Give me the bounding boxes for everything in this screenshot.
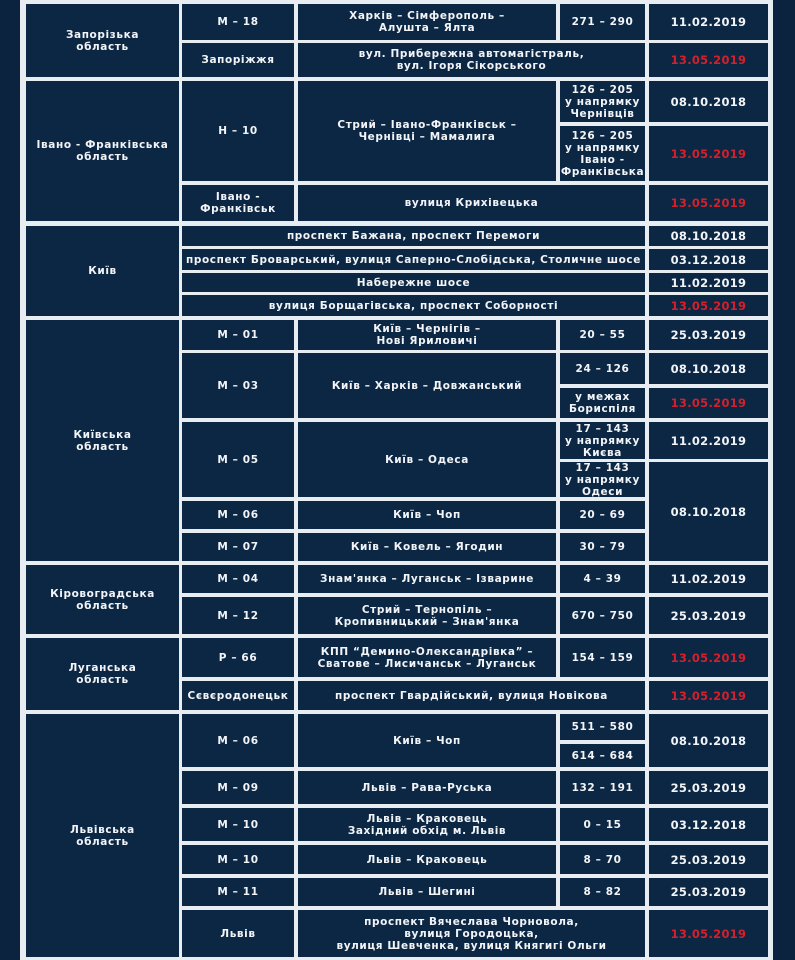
region-name: Київська область bbox=[26, 320, 179, 561]
road-number: Запоріжжя bbox=[182, 43, 294, 77]
km-range: 132 – 191 bbox=[560, 771, 645, 804]
repair-date: 13.05.2019 bbox=[649, 910, 768, 957]
road-number: М – 12 bbox=[182, 597, 294, 634]
km-range: 614 – 684 bbox=[560, 744, 645, 767]
route-name: проспект Броварський, вулиця Саперно-Слобідська, Столичне шосе bbox=[182, 249, 645, 270]
km-range: 511 – 580 bbox=[560, 714, 645, 740]
repair-date: 11.02.2019 bbox=[649, 565, 768, 593]
km-range: 0 – 15 bbox=[560, 808, 645, 841]
route-name: Київ – Ковель – Ягодин bbox=[298, 533, 556, 561]
road-number: Н – 10 bbox=[182, 81, 294, 181]
route-name: Київ – Чернігів – Нові Яриловичі bbox=[298, 320, 556, 350]
km-range: 8 – 82 bbox=[560, 878, 645, 906]
km-range: 670 – 750 bbox=[560, 597, 645, 634]
region-name: Київ bbox=[26, 226, 179, 316]
repair-date: 03.12.2018 bbox=[649, 249, 768, 270]
repair-date: 13.05.2019 bbox=[649, 681, 768, 710]
road-number: М – 10 bbox=[182, 808, 294, 841]
repair-date: 13.05.2019 bbox=[649, 638, 768, 677]
route-name: Стрий – Івано-Франківськ – Чернівці – Мамалига bbox=[298, 81, 556, 181]
road-number: М – 01 bbox=[182, 320, 294, 350]
road-number: М – 06 bbox=[182, 501, 294, 529]
repair-date: 11.02.2019 bbox=[649, 273, 768, 292]
repair-date: 08.10.2018 bbox=[649, 353, 768, 384]
road-number: М – 11 bbox=[182, 878, 294, 906]
km-range: 4 – 39 bbox=[560, 565, 645, 593]
road-number: Р – 66 bbox=[182, 638, 294, 677]
route-name: проспект Гвардійський, вулиця Новікова bbox=[298, 681, 645, 710]
repair-date: 08.10.2018 bbox=[649, 462, 768, 561]
km-range: 17 – 143 у напрямку Одеси bbox=[560, 462, 645, 497]
route-name: Львів – Краковець bbox=[298, 845, 556, 874]
km-range: 271 – 290 bbox=[560, 4, 645, 40]
road-number: М – 04 bbox=[182, 565, 294, 593]
route-name: вулиця Крихівецька bbox=[298, 185, 645, 221]
repair-date: 11.02.2019 bbox=[649, 422, 768, 459]
road-number: М – 09 bbox=[182, 771, 294, 804]
route-name: Стрий – Тернопіль – Кропивницький – Знам'янка bbox=[298, 597, 556, 634]
route-name: Львів – Шегині bbox=[298, 878, 556, 906]
road-number: М – 05 bbox=[182, 422, 294, 497]
route-name: Київ – Одеса bbox=[298, 422, 556, 497]
repair-date: 03.12.2018 bbox=[649, 808, 768, 841]
route-name: вулиця Борщагівська, проспект Соборності bbox=[182, 295, 645, 316]
repair-date: 25.03.2019 bbox=[649, 845, 768, 874]
km-range: 126 – 205 у напрямку Чернівців bbox=[560, 81, 645, 122]
km-range: 20 – 69 bbox=[560, 501, 645, 529]
route-name: Київ – Чоп bbox=[298, 714, 556, 767]
repair-date: 13.05.2019 bbox=[649, 295, 768, 316]
route-name: вул. Прибережна автомагістраль, вул. Ігоря Сікорського bbox=[298, 43, 645, 77]
road-number: Сєвєродонецьк bbox=[182, 681, 294, 710]
road-number: М – 10 bbox=[182, 845, 294, 874]
road-number: М – 06 bbox=[182, 714, 294, 767]
repair-date: 13.05.2019 bbox=[649, 126, 768, 181]
km-range: 17 – 143 у напрямку Києва bbox=[560, 422, 645, 459]
repair-date: 08.10.2018 bbox=[649, 81, 768, 122]
repair-date: 08.10.2018 bbox=[649, 226, 768, 246]
repair-date: 13.05.2019 bbox=[649, 185, 768, 221]
route-name: Харків – Сімферополь – Алушта – Ялта bbox=[298, 4, 556, 40]
repair-date: 13.05.2019 bbox=[649, 388, 768, 418]
km-range: у межах Бориспіля bbox=[560, 388, 645, 418]
km-range: 24 – 126 bbox=[560, 353, 645, 384]
route-name: проспект Вячеслава Чорновола, вулиця Городоцька, вулиця Шевченка, вулиця Княгигі Ольги bbox=[298, 910, 645, 957]
km-range: 154 – 159 bbox=[560, 638, 645, 677]
route-name: Київ – Харків – Довжанський bbox=[298, 353, 556, 418]
road-number: М – 18 bbox=[182, 4, 294, 40]
road-number: М – 07 bbox=[182, 533, 294, 561]
repair-date: 25.03.2019 bbox=[649, 878, 768, 906]
repair-date: 13.05.2019 bbox=[649, 43, 768, 77]
km-range: 20 – 55 bbox=[560, 320, 645, 350]
route-name: Знам'янка – Луганськ – Ізварине bbox=[298, 565, 556, 593]
repair-date: 25.03.2019 bbox=[649, 597, 768, 634]
repair-date: 11.02.2019 bbox=[649, 4, 768, 40]
region-name: Івано - Франківська область bbox=[26, 81, 179, 221]
route-name: Київ – Чоп bbox=[298, 501, 556, 529]
route-name: Набережне шосе bbox=[182, 273, 645, 292]
route-name: Львів – Рава-Руська bbox=[298, 771, 556, 804]
region-name: Запорізька область bbox=[26, 4, 179, 77]
km-range: 8 – 70 bbox=[560, 845, 645, 874]
region-name: Кіровоградська область bbox=[26, 565, 179, 634]
repair-date: 25.03.2019 bbox=[649, 320, 768, 350]
km-range: 30 – 79 bbox=[560, 533, 645, 561]
road-number: Львів bbox=[182, 910, 294, 957]
route-name: проспект Бажана, проспект Перемоги bbox=[182, 226, 645, 246]
road-number: М – 03 bbox=[182, 353, 294, 418]
repair-date: 25.03.2019 bbox=[649, 771, 768, 804]
road-number: Івано - Франківськ bbox=[182, 185, 294, 221]
region-name: Луганська область bbox=[26, 638, 179, 710]
region-name: Львівська область bbox=[26, 714, 179, 957]
route-name: Львів – Краковець Західний обхід м. Львів bbox=[298, 808, 556, 841]
km-range: 126 – 205 у напрямку Івано - Франківська bbox=[560, 126, 645, 181]
route-name: КПП “Демино-Олександрівка” – Сватове – Лисичанськ – Луганськ bbox=[298, 638, 556, 677]
repair-date: 08.10.2018 bbox=[649, 714, 768, 767]
